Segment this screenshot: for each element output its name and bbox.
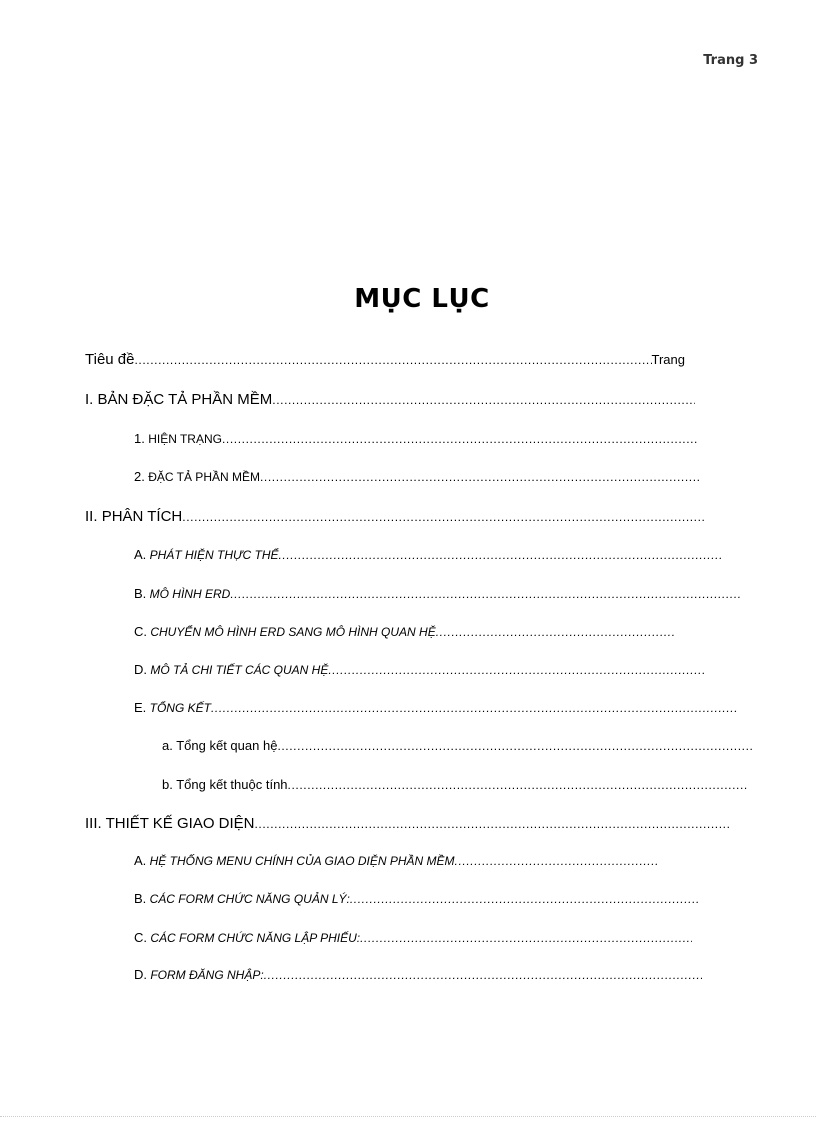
- toc-header-row: [85, 348, 685, 372]
- toc-header-label: Tiêu đề: [85, 351, 135, 368]
- toc-entry[interactable]: [134, 582, 740, 606]
- toc-entry[interactable]: [134, 658, 706, 682]
- toc-entry[interactable]: [134, 465, 700, 489]
- toc-dot-leader: [134, 348, 651, 372]
- toc-entry-text: BẢN ĐẶC TẢ PHẦN MỀM: [97, 391, 273, 408]
- toc-dot-leader: [279, 543, 723, 567]
- toc-entry-marker: D.: [134, 662, 147, 677]
- page-number: Trang 3: [703, 53, 758, 68]
- toc-entry-marker: II.: [85, 508, 98, 525]
- toc-dot-leader: [182, 505, 705, 529]
- toc-dot-leader: [255, 812, 731, 836]
- toc-entry-marker: E.: [134, 700, 147, 715]
- toc-entry[interactable]: [85, 505, 705, 529]
- toc-entry-text: CÁC FORM CHỨC NĂNG LẬP PHIẾU:: [150, 931, 361, 945]
- toc-entry-marker: A.: [134, 547, 147, 562]
- toc-dot-leader: [288, 773, 748, 797]
- toc-dot-leader: [350, 887, 698, 911]
- toc-entry-text: PHÁT HIỆN THỰC THỂ: [149, 548, 279, 562]
- toc-entry[interactable]: [134, 620, 676, 644]
- toc-entry-marker: I.: [85, 391, 94, 408]
- toc-entry-text: ĐẶC TẢ PHẦN MỀM: [148, 470, 260, 484]
- toc-dot-leader: [222, 427, 698, 451]
- toc-entry[interactable]: [85, 812, 730, 836]
- toc-entry-marker: C.: [134, 930, 147, 945]
- toc-entry-text: HIỆN TRẠNG: [148, 432, 222, 446]
- toc-entry-text: THIẾT KẾ GIAO DIỆN: [105, 815, 255, 832]
- toc-entry-text: MÔ HÌNH ERD: [149, 587, 231, 601]
- toc-entry-marker: B.: [134, 891, 147, 906]
- page-title: MỤC LỤC: [354, 284, 490, 314]
- toc-header-page-label: Trang: [651, 352, 685, 367]
- toc-entry-marker: A.: [134, 853, 147, 868]
- toc-entry-text: TỔNG KẾT: [149, 701, 211, 715]
- toc-entry[interactable]: [162, 734, 752, 758]
- toc-entry-marker: D.: [134, 967, 147, 982]
- toc-entry[interactable]: [134, 849, 659, 873]
- toc-dot-leader: [230, 582, 740, 606]
- page-bottom-divider: [0, 1116, 816, 1117]
- toc-entry-text: MÔ TẢ CHI TIẾT CÁC QUAN HỆ: [150, 663, 329, 677]
- toc-dot-leader: [455, 849, 659, 873]
- toc-dot-leader: [260, 465, 700, 489]
- toc-entry[interactable]: [134, 543, 722, 567]
- toc-entry-text: FORM ĐĂNG NHẬP:: [150, 968, 264, 982]
- toc-dot-leader: [360, 926, 692, 950]
- toc-entry[interactable]: [134, 696, 738, 720]
- toc-dot-leader: [211, 696, 738, 720]
- toc-dot-leader: [272, 388, 695, 412]
- toc-entry-text: CÁC FORM CHỨC NĂNG QUẢN LÝ:: [149, 892, 350, 906]
- toc-entry-marker: C.: [134, 624, 147, 639]
- toc-entry-text: CHUYỂN MÔ HÌNH ERD SANG MÔ HÌNH QUAN HỆ: [150, 625, 436, 639]
- toc-dot-leader: [436, 620, 676, 644]
- toc-entry[interactable]: [134, 427, 698, 451]
- toc-entry[interactable]: [134, 963, 702, 987]
- toc-dot-leader: [328, 658, 706, 682]
- toc-entry-text: HỆ THỐNG MENU CHÍNH CỦA GIAO DIỆN PHẦN MỀM: [149, 854, 455, 868]
- toc-entry-marker: a.: [162, 738, 173, 753]
- toc-entry-marker: 2.: [134, 469, 145, 484]
- toc-entry[interactable]: [162, 773, 748, 797]
- toc-entry-text: PHÂN TÍCH: [101, 508, 183, 525]
- toc-entry-marker: III.: [85, 815, 102, 832]
- toc-entry[interactable]: [134, 887, 698, 911]
- toc-entry-marker: b.: [162, 777, 173, 792]
- toc-entry-marker: 1.: [134, 431, 145, 446]
- toc-entry-text: Tổng kết quan hệ: [176, 738, 278, 753]
- toc-dot-leader: [277, 734, 752, 758]
- toc-dot-leader: [264, 963, 702, 987]
- toc-entry-text: Tổng kết thuộc tính: [176, 777, 288, 792]
- toc-entry[interactable]: [134, 926, 692, 950]
- toc-entry-marker: B.: [134, 586, 147, 601]
- toc-entry[interactable]: [85, 388, 695, 412]
